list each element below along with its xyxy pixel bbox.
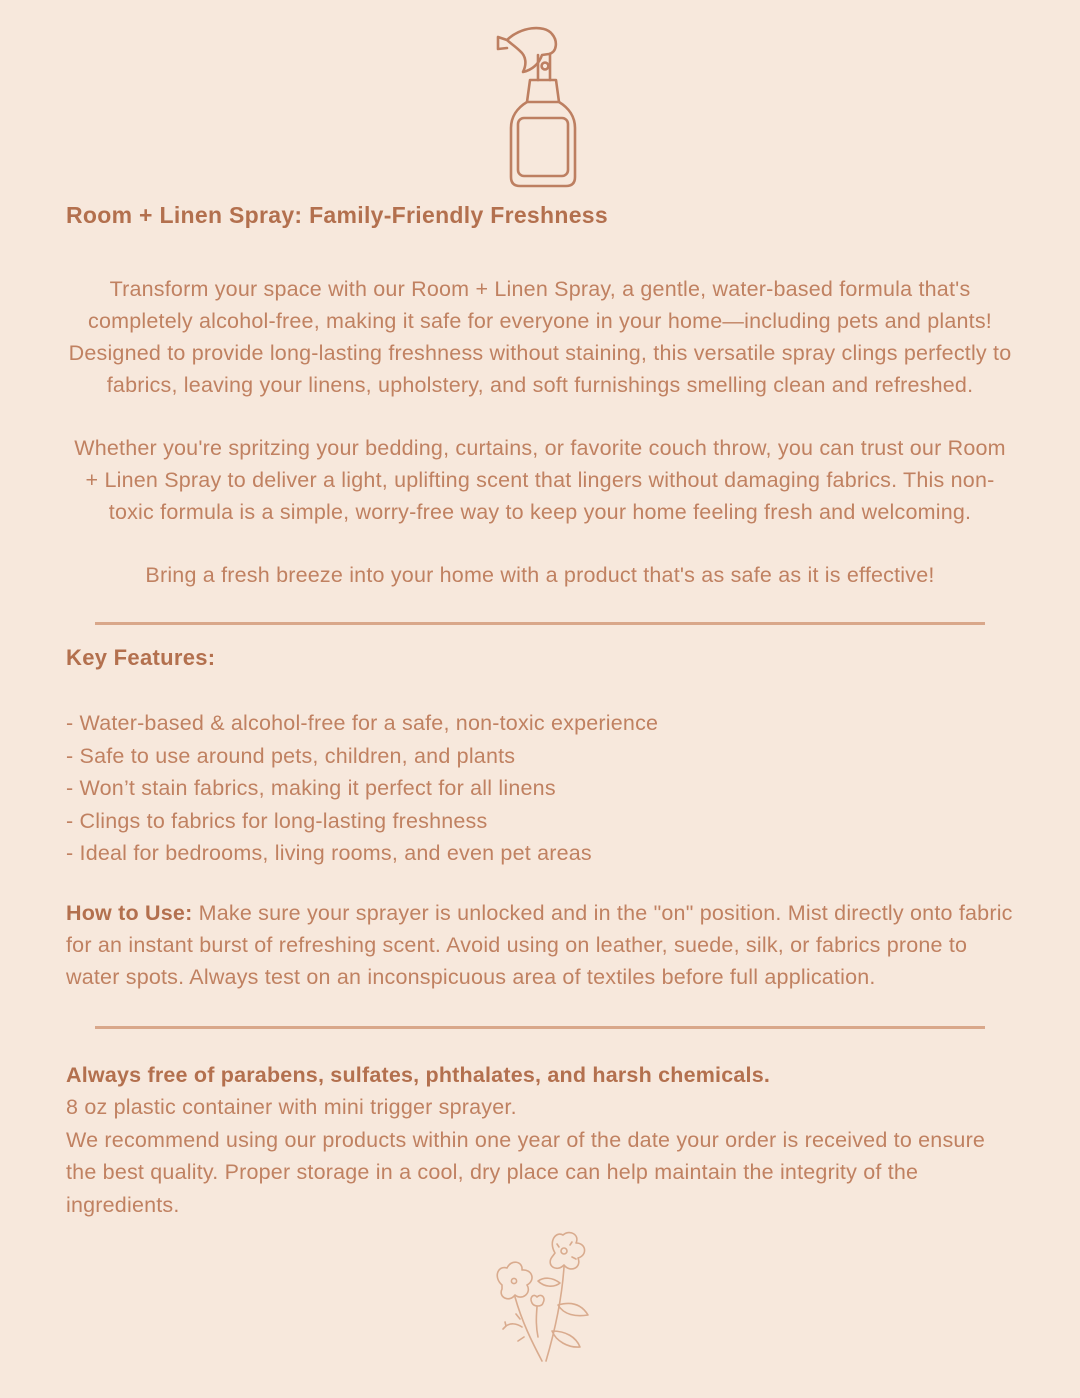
- intro-paragraph-1: Transform your space with our Room + Linen Spray, a gentle, water-based formula that's completely alcohol-free, making it safe for everyone in your home—including pets and plants! Designed to provide long-lasting freshness without staining, this versatile spray clings perfectly to fabrics, leaving your linens, upholstery, and soft furnishings smelling clean and refreshed.: [68, 277, 1012, 397]
- footer-recommendation-line: We recommend using our products within one year of the date your order is received to ensure the best quality. Proper storage in a cool, dry place can help maintain the integrity of the ingredients.: [66, 1127, 986, 1217]
- footer-free-of-line: Always free of parabens, sulfates, phthalates, and harsh chemicals.: [66, 1062, 771, 1087]
- spray-bottle-icon: [66, 22, 1014, 188]
- feature-item: - Clings to fabrics for long-lasting freshness: [66, 808, 488, 833]
- divider-top: [95, 622, 985, 625]
- how-to-use-text: Make sure your sprayer is unlocked and in the "on" position. Mist directly onto fabric for an instant burst of refreshing scent. Avoid using on leather, suede, silk, or fabrics prone to water spots. Always test on an inconspicuous area of textiles before full application.: [66, 900, 1013, 989]
- intro-paragraph-2: Whether you're spritzing your bedding, curtains, or favorite couch throw, you can trust our Room + Linen Spray to deliver a light, uplifting scent that lingers without damaging fabrics. This non-toxic formula is a simple, worry-free way to keep your home feeling fresh and welcoming.: [74, 436, 1006, 524]
- feature-item: - Ideal for bedrooms, living rooms, and even pet areas: [66, 841, 592, 865]
- flowers-icon: [66, 1227, 1014, 1367]
- how-to-use-label: How to Use:: [66, 900, 193, 925]
- key-features-heading: Key Features:: [66, 645, 216, 670]
- footer-container-line: 8 oz plastic container with mini trigger sprayer.: [66, 1095, 517, 1119]
- intro-paragraph-3: Bring a fresh breeze into your home with a product that's as safe as it is effective!: [145, 563, 935, 587]
- footer-block: [66, 1059, 1014, 1222]
- feature-item: - Safe to use around pets, children, and plants: [66, 743, 516, 768]
- key-features-list: [66, 707, 1014, 870]
- how-to-use-paragraph: [66, 897, 1014, 993]
- feature-item: - Won’t stain fabrics, making it perfect for all linens: [66, 776, 556, 800]
- divider-bottom: [95, 1026, 985, 1029]
- page-title: Room + Linen Spray: Family-Friendly Freshness: [66, 202, 608, 228]
- feature-item: - Water-based & alcohol-free for a safe, non-toxic experience: [66, 711, 659, 735]
